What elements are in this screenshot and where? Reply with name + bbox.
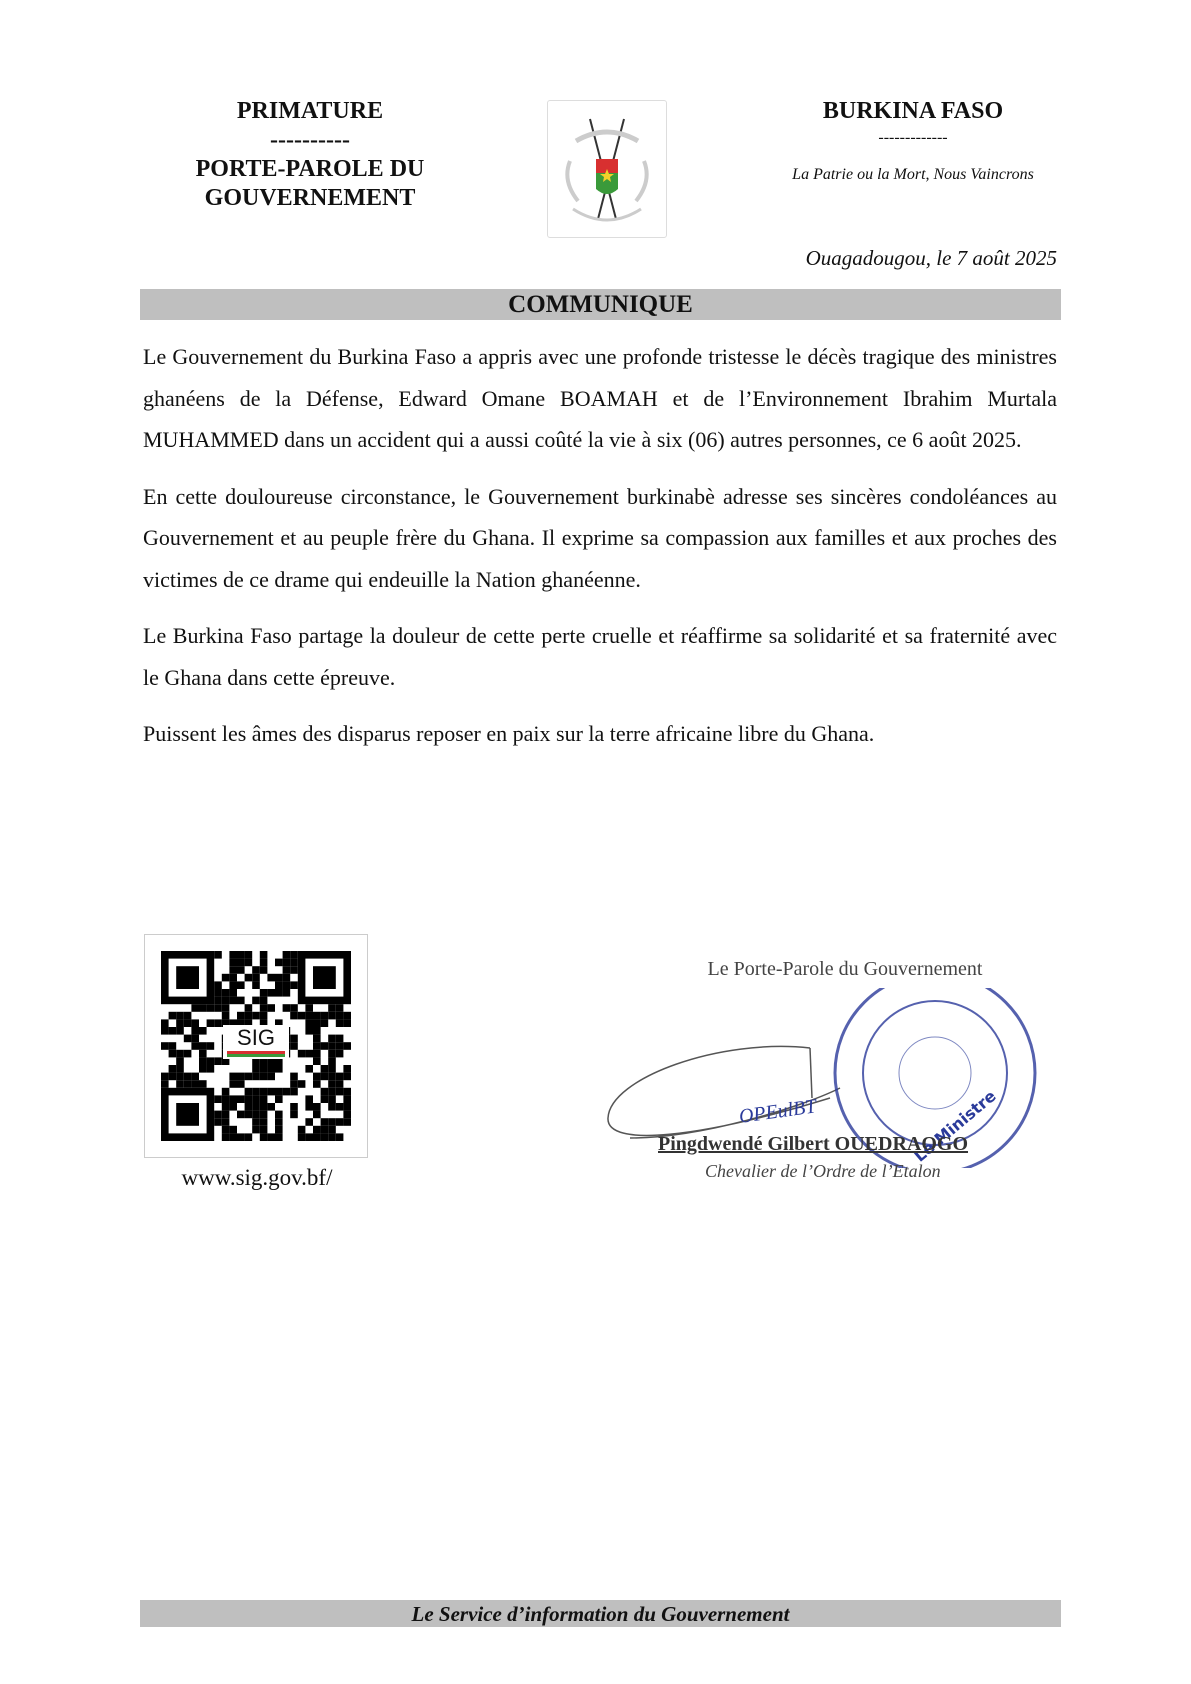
country-divider: ------------- [878,129,948,146]
qr-logo-label: SIG [237,1025,275,1050]
issuer-primature: PRIMATURE [236,98,384,124]
footer-service: Le Service d’information du Gouvernement [140,1600,1061,1627]
coat-of-arms-icon [547,100,667,238]
communique-body [143,336,1057,770]
signatory-name: Pingdwendé Gilbert OUEDRAOGO [658,1133,969,1155]
issuer-office: PORTE-PAROLE DU [195,156,425,182]
paragraph: Puissent les âmes des disparus reposer en paix sur la terre africaine libre du Ghana. [143,721,875,746]
signatory-role: Le Porte-Parole du Gouvernement [707,958,983,980]
signatory-distinction: Chevalier de l’Ordre de l’Etalon [705,1161,941,1181]
issuer-divider: ---------- [270,127,350,153]
qr-logo [223,1025,289,1059]
paragraph: Le Burkina Faso partage la douleur de cette perte cruelle et réaffirme sa solidarité et sa fraternité avec le Ghana dans cette épreuve. [143,623,1057,690]
document-title: COMMUNIQUE [140,289,1061,320]
national-motto: La Patrie ou la Mort, Nous Vaincrons [792,166,1034,183]
svg-text:Le Ministre: Le Ministre [910,1086,1000,1166]
issuer-header [160,97,460,213]
website-link[interactable]: www.sig.gov.bf/ [181,1165,333,1190]
country-name: BURKINA FASO [822,98,1004,124]
issuer-office-2: GOUVERNEMENT [204,185,416,211]
date-line: Ouagadougou, le 7 août 2025 [805,246,1057,270]
paragraph: En cette douloureuse circonstance, le Gouvernement burkinabè adresse ses sincères condoléances au Gouvernement et au peuple frère du Ghana. Il exprime sa compassion aux familles et aux proches des victimes de ce drame qui endeuille la Nation ghanéenne. [143,483,1057,592]
paragraph: Le Gouvernement du Burkina Faso a appris avec une profonde tristesse le décès tragique des ministres ghanéens de la Défense, Edward Omane BOAMAH et de l’Environnement Ibrahim Murtala MUHAMMED dans un accident qui a aussi coûté la vie à six (06) autres personnes, ce 6 août 2025. [143,344,1057,452]
country-header [763,97,1063,184]
signature-block [600,958,1060,1181]
svg-text:OPEulBT: OPEulBT [737,1095,818,1128]
qr-code [144,934,368,1158]
